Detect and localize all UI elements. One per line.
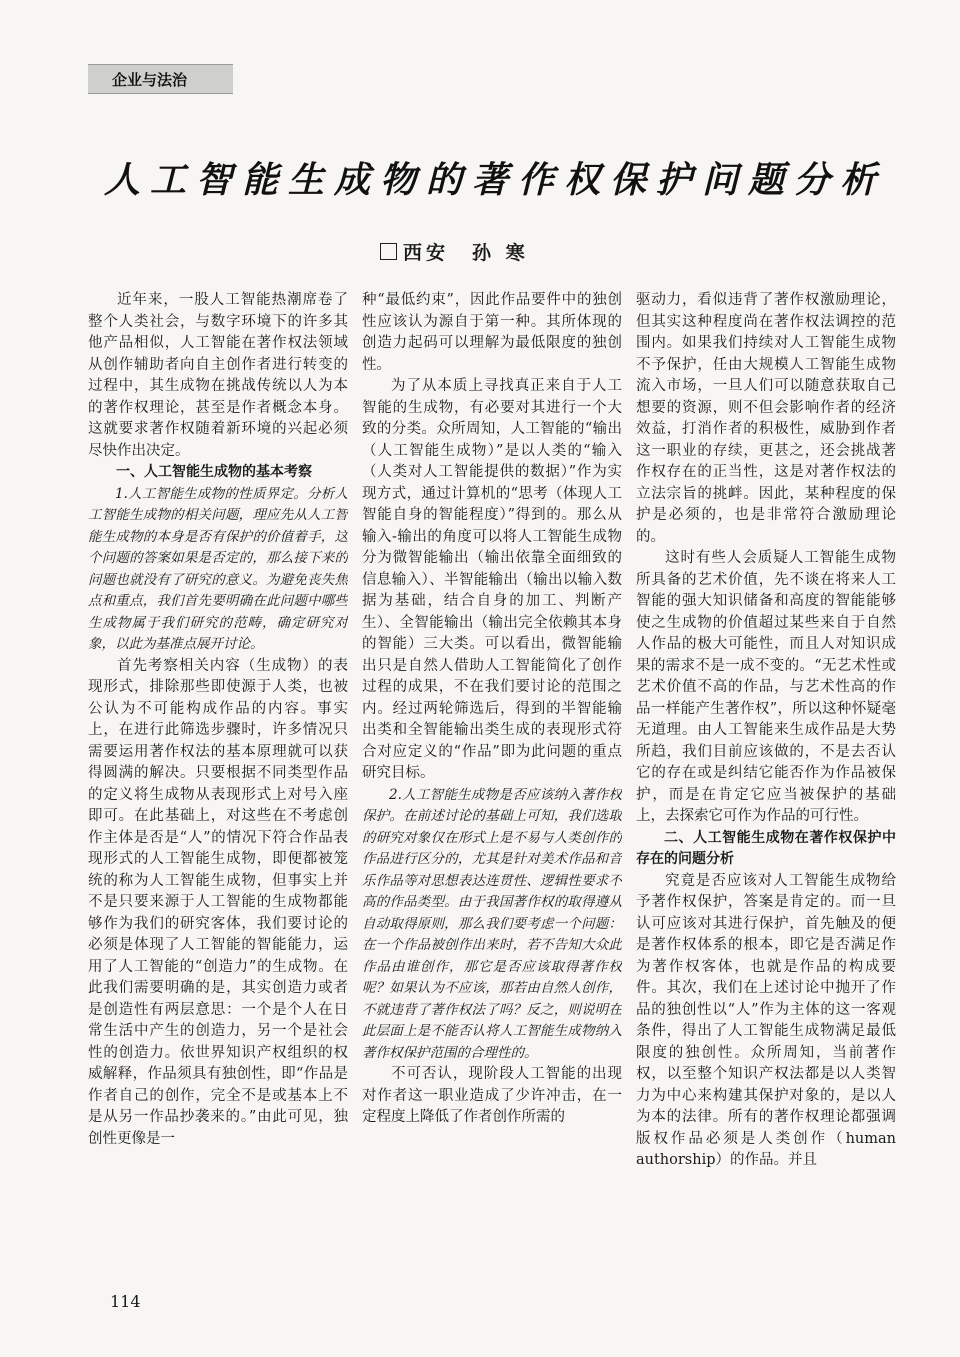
body-paragraph: 不可否认，现阶段人工智能的出现对作者这一职业造成了少许冲击，在一定程度上降低了作者创作所需的 <box>362 1066 622 1125</box>
continued-paragraph: 种“最低约束”，因此作品要件中的独创性应该认为源自于第一种。其所体现的创造力起码可以理解为最低限度的独创性。 <box>362 292 622 373</box>
section-label: 企业与法治 <box>88 64 233 94</box>
body-paragraph: 首先考察相关内容（生成物）的表现形式，排除那些即使源于人类，也被公认为不可能构成作品的内容。事实上，在进行此筛选步骤时，许多情况只需要运用著作权法的基本原理就可以获得圆满的解决。只要根据不同类型作品的定义将生成物从表现形式上对号入座即可。在此基础上，对这些在不考虑创作主体是否是“人”的情况下符合作品表现形式的人工智能生成物，即便都被笼统的称为人工智能生成物，但事实上并不是只要来源于人工智能的生成物都能够作为我们的研究客体，我们要讨论的必须是体现了人工智能的智能能力，运用了人工智能的“创造力”的生成物。在此我们需要明确的是，其实创造力或者是创造性有两层意思：一个是个人在日常生活中产生的创造力，另一个是社会性的创造力。依世界知识产权组织的权威解释，作品须具有独创性，即“作品是作者自己的创作，完全不是或基本上不是从另一作品抄袭来的。”由此可见，独创性更像是一 <box>88 657 348 1147</box>
body-paragraph: 近年来，一股人工智能热潮席卷了整个人类社会，与数字环境下的许多其他产品相似，人工智能在著作权法领域从创作辅助者向自主创作者进行转变的过程中，其生成物在挑战传统以人为本的著作权理论，甚至是作者概念本身。这就要求著作权随着新环境的兴起必须尽快作出决定。 <box>88 292 348 459</box>
section-heading: 二、人工智能生成物在著作权保护中存在的问题分析 <box>636 829 896 867</box>
text-column-1 <box>88 290 348 1275</box>
author-name: 西安 孙 寒 <box>403 242 529 264</box>
square-bullet-icon <box>380 243 397 260</box>
article-title: 人工智能生成物的著作权保护问题分析 <box>103 159 886 201</box>
page-number: 114 <box>110 1292 141 1311</box>
body-paragraph: 为了从本质上寻找真正来自于人工智能的生成物，有必要对其进行一个大致的分类。众所周知，人工智能的“输出（人工智能生成物）”是以人类的“输入（人类对人工智能提供的数据）”作为实现方式，通过计算机的“思考（体现人工智能自身的智能程度）”得到的。那么从输入-输出的角度可以将人工智能生成物分为微智能输出（输出依靠全面细致的信息输入）、半智能输出（输出以输入数据为基础，结合自身的加工、判断产生）、全智能输出（输出完全依赖其本身的智能）三大类。可以看出，微智能输出只是自然人借助人工智能简化了创作过程的成果，不在我们要讨论的范围之内。经过两轮筛选后，得到的半智能输出类和全智能输出类生成的表现形式符合对应定义的“作品”即为此问题的重点研究目标。 <box>362 378 622 781</box>
continued-paragraph: 驱动力，看似违背了著作权激励理论，但其实这种程度尚在著作权法调控的范围内。如果我们持续对人工智能生成物不予保护，任由大规模人工智能生成物流入市场，一旦人们可以随意获取自己想要的资源，则不但会影响作者的经济效益，打消作者的积极性，威胁到作者这一职业的存续，更甚之，还会挑战著作权存在的正当性，这是对著作权法的立法宗旨的挑衅。因此，某种程度的保护是必须的，也是非常符合激励理论的。 <box>636 292 896 545</box>
body-paragraph: 究竟是否应该对人工智能生成物给予著作权保护，答案是肯定的。而一旦认可应该对其进行保护，首先触及的便是著作权体系的根本，即它是否满足作为著作权客体，也就是作品的构成要件。其次，我们在上述讨论中抛开了作品的独创性以“人”作为主体的这一客观条件，得出了人工智能生成物满足最低限度的独创性。众所周知，当前著作权，以至整个知识产权法都是以人类智力为中心来构建其保护对象的，是以人为本的法律。所有的著作权理论都强调版权作品必须是人类创作（human authorship）的作品。并且 <box>636 872 896 1168</box>
body-paragraph: 这时有些人会质疑人工智能生成物所具备的艺术价值，先不谈在将来人工智能的强大知识储备和高度的智能能够使之生成物的价值超过某些来自于自然人作品的极大可能性，而且人对知识成果的需求不是一成不变的。“无艺术性或艺术价值不高的作品，与艺术性高的作品一样能产生著作权”，所以这种怀疑毫无道理。由人工智能来生成作品是大势所趋，我们目前应该做的，不是去否认它的存在或是纠结它能否作为作品被保护，而是在肯定它应当被保护的基础上，去探索它可作为作品的可行性。 <box>636 550 896 824</box>
section-heading: 一、人工智能生成物的基本考察 <box>116 464 312 480</box>
subsection-paragraph: 2.人工智能生成物是否应该纳入著作权保护。在前述讨论的基础上可知，我们选取的研究对象仅在形式上是不易与人类创作的作品进行区分的，尤其是针对美术作品和音乐作品等对思想表达连贯性、逻辑性要求不高的作品类型。由于我国著作权的取得遵从自动取得原则，那么我们要考虑一个问题：在一个作品被创作出来时，若不告知大众此作品由谁创作，那它是否应该取得著作权呢？如果认为不应该，那若由自然人创作，不就违背了著作权法了吗？反之，则说明在此层面上是不能否认将人工智能生成物纳入著作权保护范围的合理性的。 <box>362 786 622 1061</box>
subsection-paragraph: 1.人工智能生成物的性质界定。分析人工智能生成物的相关问题，理应先从人工智能生成物的本身是否有保护的价值着手，这个问题的答案如果是否定的，那么接下来的问题也就没有了研究的意义。为避免丧失焦点和重点，我们首先要明确在此问题中哪些生成物属于我们研究的范畴，确定研究对象，以此为基准点展开讨论。 <box>88 485 348 652</box>
text-column-2 <box>362 290 622 1275</box>
text-column-3 <box>636 290 896 1275</box>
byline <box>380 238 640 265</box>
